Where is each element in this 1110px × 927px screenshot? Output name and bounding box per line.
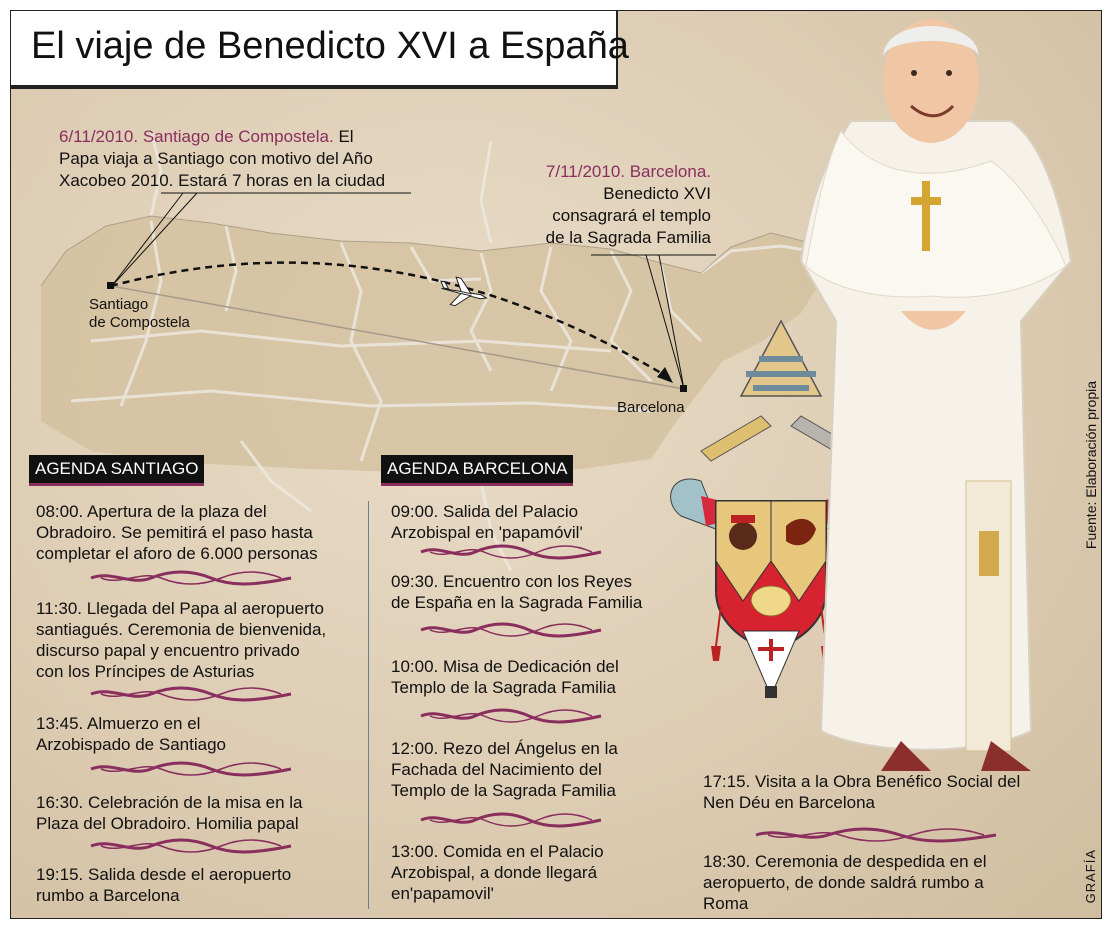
column-divider	[368, 501, 369, 909]
agenda-line: Arzobispal en 'papamóvil'	[391, 523, 583, 542]
separator-squiggle	[91, 763, 291, 775]
page-title: El viaje de Benedicto XVI a España	[31, 25, 629, 67]
callout-santiago-line1	[59, 126, 419, 148]
separator-squiggle	[421, 710, 601, 722]
callout-santiago-text2: Papa viaja a Santiago con motivo del Año	[59, 149, 373, 168]
agenda-line: 09:30. Encuentro con los Reyes	[391, 572, 632, 591]
agenda-line: Nen Déu en Barcelona	[703, 793, 876, 812]
callout-santiago-date: 6/11/2010. Santiago de Compostela.	[59, 127, 334, 146]
agenda-line: en'papamovil'	[391, 884, 494, 903]
city-label-barcelona: Barcelona	[617, 399, 685, 416]
agenda-line: 13:00. Comida en el Palacio	[391, 842, 604, 861]
agenda-line: rumbo a Barcelona	[36, 886, 180, 905]
agenda-line: Arzobispado de Santiago	[36, 735, 226, 754]
pope-figure	[781, 11, 1081, 771]
agenda-line: Arzobispal, a donde llegará	[391, 863, 598, 882]
separator-squiggle	[91, 688, 291, 700]
callout-barcelona-text3: de la Sagrada Familia	[545, 228, 711, 247]
agenda-line: Plaza del Obradoiro. Homilia papal	[36, 814, 299, 833]
agenda-item	[36, 713, 226, 755]
agenda-item	[36, 501, 318, 564]
agenda-item	[36, 864, 291, 906]
agenda-line: 19:15. Salida desde el aeropuerto	[36, 865, 292, 884]
agenda-line: aeropuerto, de donde saldrá rumbo a	[703, 873, 984, 892]
callout-santiago	[59, 126, 419, 192]
agenda-line: 08:00. Apertura de la plaza del	[36, 502, 267, 521]
agenda-line: Templo de la Sagrada Familia	[391, 781, 616, 800]
agenda-item	[391, 571, 642, 613]
source-note: Fuente: Elaboración propia	[1083, 381, 1099, 550]
agenda-line: de España en la Sagrada Familia	[391, 593, 643, 612]
separator-squiggle	[421, 814, 601, 826]
callout-santiago-text3: Xacobeo 2010. Estará 7 horas en la ciudad	[59, 171, 386, 190]
agenda-line: 13:45. Almuerzo en el	[36, 714, 201, 733]
agenda-item	[391, 738, 618, 801]
city-label-santiago-line2: de Compostela	[89, 314, 190, 331]
separator-squiggle	[756, 829, 996, 841]
agenda-line: Templo de la Sagrada Familia	[391, 678, 616, 697]
agenda-line: completar el aforo de 6.000 personas	[36, 544, 318, 563]
agenda-line: 12:00. Rezo del Ángelus en la	[391, 739, 618, 758]
agenda-item	[703, 771, 1020, 813]
agenda-item	[391, 501, 583, 543]
agenda-item	[36, 598, 326, 682]
santiago-marker	[107, 282, 114, 289]
agenda-line: Roma	[703, 894, 749, 913]
callout-barcelona	[511, 161, 711, 249]
separator-squiggle	[91, 572, 291, 584]
agenda-line: discurso papal y encuentro privado	[36, 641, 300, 660]
agenda-line: santiagués. Ceremonia de bienvenida,	[36, 620, 327, 639]
agenda-line: 09:00. Salida del Palacio	[391, 502, 579, 521]
callout-barcelona-text1: Benedicto XVI	[603, 184, 711, 203]
city-label-santiago	[89, 296, 190, 332]
callout-barcelona-text2: consagrará el templo	[552, 206, 711, 225]
separator-squiggle	[421, 546, 601, 558]
agenda-item	[36, 792, 303, 834]
credit-label: GRAFÍA	[1083, 849, 1098, 904]
callout-barcelona-date: 7/11/2010. Barcelona.	[545, 162, 711, 181]
agenda-line: 18:30. Ceremonia de despedida en el	[703, 852, 987, 871]
separator-squiggle	[421, 624, 601, 636]
agenda-item	[391, 841, 604, 904]
agenda-item	[391, 656, 619, 698]
agenda-line: 16:30. Celebración de la misa en la	[36, 793, 303, 812]
agenda-item	[703, 851, 987, 914]
separator-squiggle	[91, 840, 291, 852]
agenda-santiago-heading: AGENDA SANTIAGO	[29, 455, 204, 486]
agenda-line: 10:00. Misa de Dedicación del	[391, 657, 619, 676]
agenda-line: 11:30. Llegada del Papa al aeropuerto	[36, 599, 324, 618]
infographic	[10, 10, 1102, 919]
city-label-santiago-line1: Santiago	[89, 296, 149, 313]
agenda-barcelona-heading: AGENDA BARCELONA	[381, 455, 573, 486]
agenda-line: 17:15. Visita a la Obra Benéfico Social del	[703, 772, 1021, 791]
title-box	[11, 11, 629, 89]
callout-santiago-text1: El	[333, 127, 354, 146]
agenda-line: Fachada del Nacimiento del	[391, 760, 602, 779]
agenda-line: con los Príncipes de Asturias	[36, 662, 255, 681]
agenda-line: Obradoiro. Se pemitirá el paso hasta	[36, 523, 313, 542]
